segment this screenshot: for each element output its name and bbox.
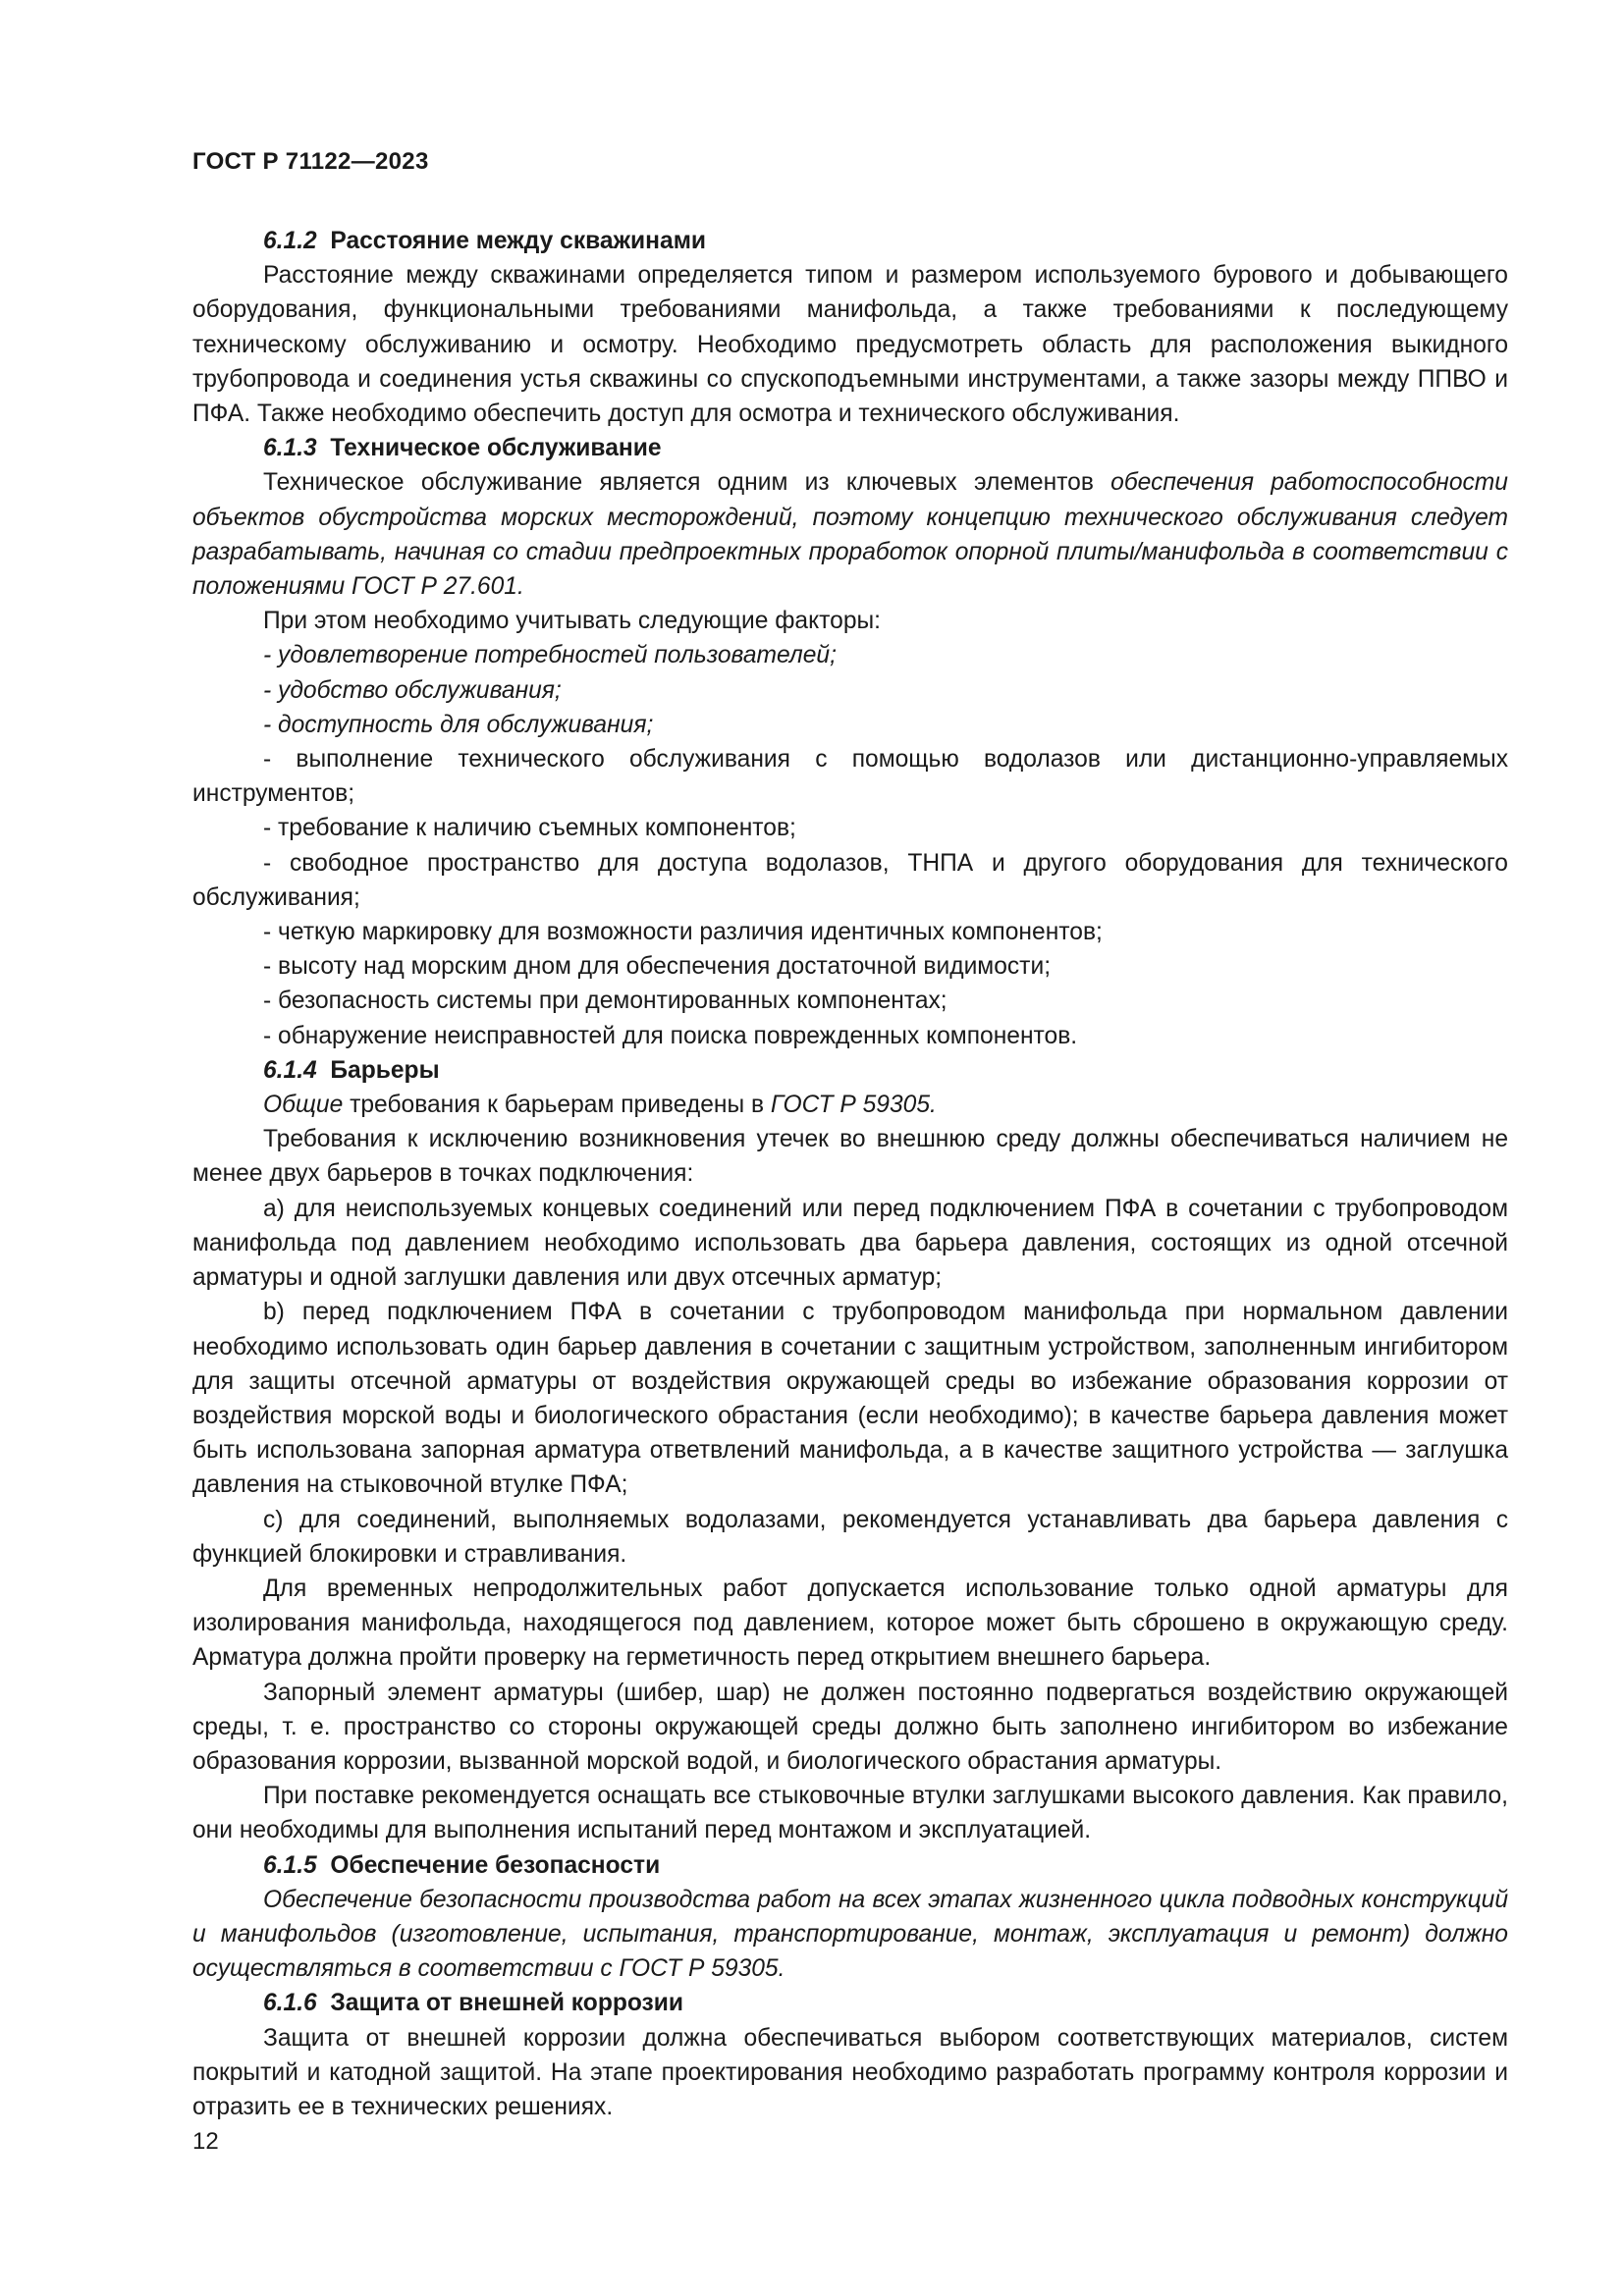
section-heading-6-1-2: [192, 224, 1508, 258]
section-heading-6-1-4: [192, 1053, 1508, 1088]
section-heading-6-1-5: [192, 1848, 1508, 1883]
list-item: b) перед подключением ПФА в сочетании с трубопроводом манифольда при нормальном давлении необходимо использовать один барьер давления в сочетании с защитным устройством, заполненным ингибитором для защиты отсечной арматуры от воздействия окружающей среды во избежание образования коррозии от воздействия морской воды и биологического обрастания (если необходимо); в качестве барьера давления может быть использована запорная арматура ответвлений манифольда, а в качестве защитного устройства — заглушка давления на стыковочной втулке ПФА;: [192, 1299, 1508, 1499]
paragraph: [192, 465, 1508, 604]
section-title: Барьеры: [330, 1056, 440, 1084]
page-number: 12: [192, 2128, 219, 2155]
paragraph: Требования к исключению возникновения утечек во внешнюю среду должны обеспечиваться наличием не менее двух барьеров в точках подключения:: [192, 1126, 1508, 1188]
section-title: Защита от внешней коррозии: [330, 1990, 684, 2017]
paragraph: Запорный элемент арматуры (шибер, шар) не должен постоянно подвергаться воздействию окружающей среды, т. е. пространство со стороны окружающей среды должно быть заполнено ингибитором во избежание образования коррозии, вызванной морской водой, и биологического обрастания арматуры.: [192, 1679, 1508, 1775]
list-item: - четкую маркировку для возможности различия идентичных компонентов;: [263, 919, 1103, 946]
section-heading-6-1-6: [192, 1986, 1508, 2020]
text-run-italic: ГОСТ Р 59305.: [770, 1092, 937, 1119]
text-run-italic: Общие: [263, 1092, 344, 1119]
section-number: 6.1.4: [263, 1056, 317, 1084]
list-item: с) для соединений, выполняемых водолазами, рекомендуется устанавливать два барьера давления с функцией блокировки и стравливания.: [192, 1506, 1508, 1568]
list-item: - обнаружение неисправностей для поиска поврежденных компонентов.: [263, 1022, 1078, 1049]
text-run-italic: обеспечения работоспособности объектов обустройства морских месторождений, поэтому концепцию технического обслуживания следует разрабатывать, начиная со стадии предпроектных проработок опорной плиты/манифольда в соответствии с положениями ГОСТ Р 27.601.: [192, 469, 1508, 601]
document-body: [192, 224, 1508, 2124]
section-heading-6-1-3: [192, 431, 1508, 465]
paragraph: Защита от внешней коррозии должна обеспечиваться выбором соответствующих материалов, систем покрытий и катодной защитой. На этапе проектирования необходимо разработать программу контроля коррозии и отразить ее в технических решениях.: [192, 2024, 1508, 2120]
paragraph: При этом необходимо учитывать следующие факторы:: [263, 608, 882, 635]
section-number: 6.1.6: [263, 1990, 317, 2017]
text-run: требования к барьерам приведены в: [343, 1092, 771, 1119]
list-item: - требование к наличию съемных компонентов;: [263, 815, 796, 842]
list-item: - удобство обслуживания;: [263, 676, 562, 704]
list-item: - свободное пространство для доступа водолазов, ТНПА и другого оборудования для технического обслуживания;: [192, 849, 1508, 911]
paragraph: Обеспечение безопасности производства работ на всех этапах жизненного цикла подводных конструкций и манифольдов (изготовление, испытания, транспортирование, монтаж, эксплуатация и ремонт) должно осуществляться в соответствии с ГОСТ Р 59305.: [192, 1886, 1508, 1983]
paragraph: [192, 1088, 1508, 1122]
section-number: 6.1.5: [263, 1851, 317, 1879]
section-number: 6.1.3: [263, 435, 317, 462]
paragraph: Для временных непродолжительных работ допускается использование только одной арматуры для изолирования манифольда, находящегося под давлением, которое может быть сброшено в окружающую среду. Арматура должна пройти проверку на герметичность перед открытием внешнего барьера.: [192, 1575, 1508, 1672]
section-title: Обеспечение безопасности: [330, 1851, 661, 1879]
paragraph: При поставке рекомендуется оснащать все стыковочные втулки заглушками высокого давления. Как правило, они необходимы для выполнения испытаний перед монтажом и эксплуатацией.: [192, 1783, 1508, 1844]
text-run: Техническое обслуживание является одним из ключевых элементов: [263, 469, 1111, 497]
document-header: ГОСТ Р 71122—2023: [192, 148, 429, 175]
list-item: а) для неиспользуемых концевых соединений или перед подключением ПФА в сочетании с трубопроводом манифольда под давлением необходимо использовать два барьера давления, состоящих из одной отсечной арматуры и одной заглушки давления или двух отсечных арматур;: [192, 1195, 1508, 1292]
section-number: 6.1.2: [263, 228, 317, 254]
section-title: Расстояние между скважинами: [330, 228, 707, 254]
list-item: - удовлетворение потребностей пользователей;: [263, 642, 837, 669]
list-item: - доступность для обслуживания;: [263, 711, 654, 738]
section-title: Техническое обслуживание: [330, 435, 662, 462]
paragraph: Расстояние между скважинами определяется типом и размером используемого бурового и добывающего оборудования, функциональными требованиями манифольда, а также требованиями к последующему техническому обслуживанию и осмотру. Необходимо предусмотреть область для расположения выкидного трубопровода и соединения устья скважины со спускоподъемными инструментами, а также зазоры между ППВО и ПФА. Также необходимо обеспечить доступ для осмотра и технического обслуживания.: [192, 262, 1508, 428]
list-item: - выполнение технического обслуживания с помощью водолазов или дистанционно-управляемых инструментов;: [192, 746, 1508, 808]
list-item: - высоту над морским дном для обеспечения достаточной видимости;: [263, 953, 1052, 981]
list-item: - безопасность системы при демонтированных компонентах;: [263, 988, 947, 1015]
